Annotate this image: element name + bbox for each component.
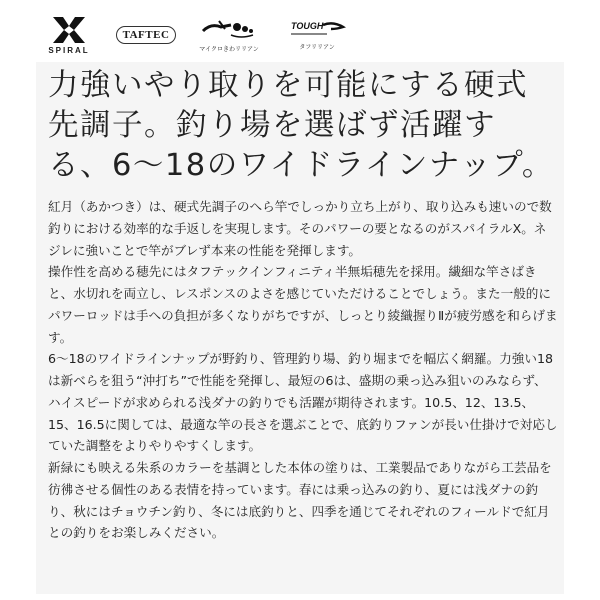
tough-lillian-icon: [287, 19, 347, 41]
taftec-word: TAFTEC: [116, 26, 177, 44]
micro-lillian-icon: [201, 17, 257, 43]
feature-logos: [40, 10, 360, 60]
description-body: [48, 196, 558, 544]
micro-lillian-caption: マイクロきわリリアン: [199, 46, 259, 53]
paragraph: 紅月（あかつき）は、硬式先調子のへら竿でしっかり立ち上がり、取り込みも速いので数釣りにおける効率的な手返しを実現します。そのパワーの要となるのがスパイラルX。ネジレに強いことで竿がブレず本来の性能を発揮します。: [48, 199, 552, 258]
taftec-logo: [116, 12, 176, 58]
paragraph: 6〜18のワイドラインナップが野釣り、管理釣り場、釣り堀までを幅広く網羅。力強い18は新べらを狙う“沖打ち”で性能を発揮し、最短の6は、盛期の乗っ込み狙いのみならず、ハイスピードが求められる浅ダナの釣りでも活躍が期待されます。10.5、12、13.5、15、16.5に関しては、最適な竿の長さを選ぶことで、底釣りファンが長い仕掛けで対応していた調整をよりやりやすくします。: [48, 351, 558, 454]
tough-lillian-logo: [282, 12, 352, 58]
paragraph: 操作性を高める穂先にはタフテックインフィニティ半無垢穂先を採用。繊細な竿さばきと、水切れを両立し、レスポンスのよさを感じていただけることでしょう。また一般的にパワーロッドは手への負担が多くなりがちですが、しっとり綾織握りⅡが疲労感を和らげます。: [48, 264, 558, 345]
spiral-x-icon: [49, 15, 89, 45]
headline: 力強いやり取りを可能にする硬式先調子。釣り場を選ばず活躍する、6〜18のワイドラインナップ。: [48, 68, 554, 183]
paragraph: 新緑にも映える朱系のカラーを基調とした本体の塗りは、工業製品でありながら工芸品を彷彿させる個性のある表情を持っています。春には乗っ込みの釣り、夏には浅ダナの釣り、秋にはチョウチン釣り、冬には底釣りと、四季を通じてそれぞれのフィールドで紅月との釣りをお楽しみください。: [48, 460, 552, 541]
spiral-word: SPIRAL: [48, 46, 90, 55]
micro-lillian-logo: [194, 12, 264, 58]
tough-word: TOUGH: [291, 21, 324, 31]
spiral-x-logo: [40, 12, 98, 58]
tough-lillian-caption: タフリリアン: [299, 44, 335, 51]
